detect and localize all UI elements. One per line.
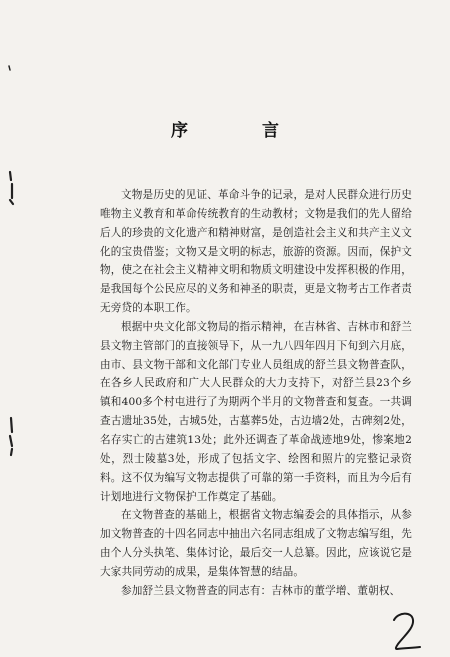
paragraph-3: 在文物普查的基础上，根据省文物志编委会的具体指示，从参加文物普查的十四名同志中抽出六名同志组成了文物志编写组，先由个人分头执笔、集体讨论，最后交一人总纂。因此，应该说它是大家共同劳动的成果，是集体智慧的结晶。 [100,509,412,578]
paragraph-1: 文物是历史的见证、革命斗争的记录，是对人民群众进行历史唯物主义教育和革命传统教育的生动教材；文物是我们的先人留给后人的珍贵的文化遗产和精神财富，是创造社会主义和共产主义文化的宝贵借鉴；文物又是文明的标志，旅游的资源。因而，保护文物，使之在社会主义精神文明和物质文明建设中发挥积极的作用，是我国每个公民应尽的义务和神圣的职责，更是文物考古工作者责无旁贷的本职工作。 [100,189,412,315]
paragraph-4: 参加舒兰县文物普查的同志有：吉林市的董学增、董朝权、 [121,584,401,597]
binding-mark-top [10,172,13,204]
page-title: 序 言 [171,121,313,141]
binding-mark-small [9,66,10,70]
body-text [100,186,412,601]
page-number-text [382,608,401,643]
paragraph-2: 根据中央文化部文物局的指示精神，在吉林省、吉林市和舒兰县文物主管部门的直接领导下，从一九八四年四月下旬到六月底，由市、县文物干部和文化部门专业人员组成的舒兰县文物普查队，在各乡人民政府和广大人民群众的大力支持下，对舒兰县23个乡镇和400多个村屯进行了为期两个半月的文物普查和复查。一共调查古遗址35处，古城5处，古墓葬5处，古边墙2处，古碑刻2处，名存实亡的古建筑13处；此外还调查了革命战迹地9处，惨案地2处，烈士陵墓3处，形成了包括文字、绘图和照片的完整记录资料。这不仅为编写文物志提供了可靠的第一手资料，而且为今后有计划地进行文物保护工作奠定了基础。 [100,320,412,503]
handwritten-page-number [382,608,432,653]
binding-mark-bottom [10,418,12,455]
